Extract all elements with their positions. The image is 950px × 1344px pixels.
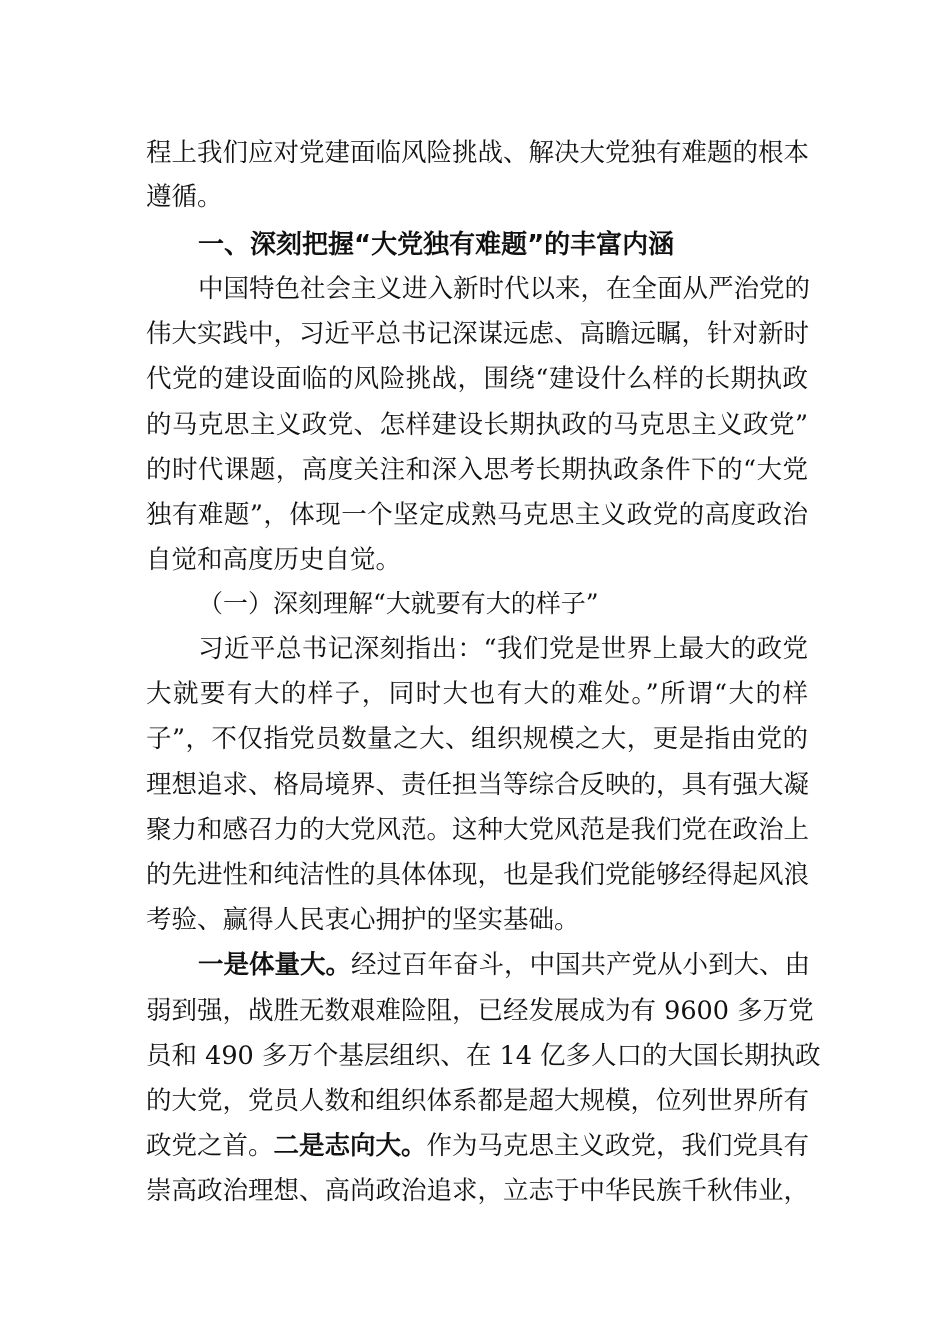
para-3-line-5-start: 政党之首。 [146,1131,274,1161]
para-1-line-2: 伟大实践中，习近平总书记深谋远虑、高瞻远瞩，针对新时 [146,319,810,349]
para-1-line-7: 自觉和高度历史自觉。 [146,545,402,575]
para-1-line-1: 中国特色社会主义进入新时代以来，在全面从严治党的 [198,274,811,304]
para-3-lead-2: 二是志向大。 [273,1131,427,1161]
para-3-line-5 [146,1127,808,1165]
para-3-line-6: 崇高政治理想、高尚政治追求，立志于中华民族千秋伟业， [146,1176,810,1206]
para-1-line-3: 代党的建设面临的风险挑战，围绕“建设什么样的长期执政 [146,364,808,394]
section-heading-1: 一、深刻把握“大党独有难题”的丰富内涵 [198,230,675,260]
para-3-line-2: 弱到强，战胜无数艰难险阻，已经发展成为有 9600 多万党 [146,996,814,1026]
para-3-lead-1: 一是体量大。 [198,950,352,980]
para-3-line-1 [198,946,811,984]
para-2-line-4: 理想追求、格局境界、责任担当等综合反映的，具有强大凝 [146,770,810,800]
para-2-line-6: 的先进性和纯洁性的具体体现，也是我们党能够经得起风浪 [146,860,810,890]
para-1-line-5: 的时代课题，高度关注和深入思考长期执政条件下的“大党 [146,455,808,485]
para-3-line-5-rest: 作为马克思主义政党，我们党具有 [426,1131,810,1161]
para-1-line-4: 的马克思主义政党、怎样建设长期执政的马克思主义政党” [146,410,808,440]
para-3-line-3: 员和 490 多万个基层组织、在 14 亿多人口的大国长期执政 [146,1041,821,1071]
subsection-heading-1: （一）深刻理解“大就要有大的样子” [198,589,599,618]
para-2-line-3: 子”，不仅指党员数量之大、组织规模之大，更是指由党的 [146,724,808,754]
para-2-line-5: 聚力和感召力的大党风范。这种大党风范是我们党在政治上 [146,815,810,845]
intro-line-2: 遵循。 [146,182,223,212]
para-3-line-4: 的大党，党员人数和组织体系都是超大规模，位列世界所有 [146,1086,810,1116]
para-1-line-6: 独有难题”，体现一个坚定成熟马克思主义政党的高度政治 [146,500,808,530]
intro-line-1: 程上我们应对党建面临风险挑战、解决大党独有难题的根本 [146,138,810,168]
para-2-line-7: 考验、赢得人民衷心拥护的坚实基础。 [146,905,580,935]
para-2-line-1: 习近平总书记深刻指出：“我们党是世界上最大的政党 [198,634,808,664]
para-3-line-1-rest: 经过百年奋斗，中国共产党从小到大、由 [351,950,811,980]
para-2-line-2: 大就要有大的样子，同时大也有大的难处。”所谓“大的样 [146,679,808,709]
